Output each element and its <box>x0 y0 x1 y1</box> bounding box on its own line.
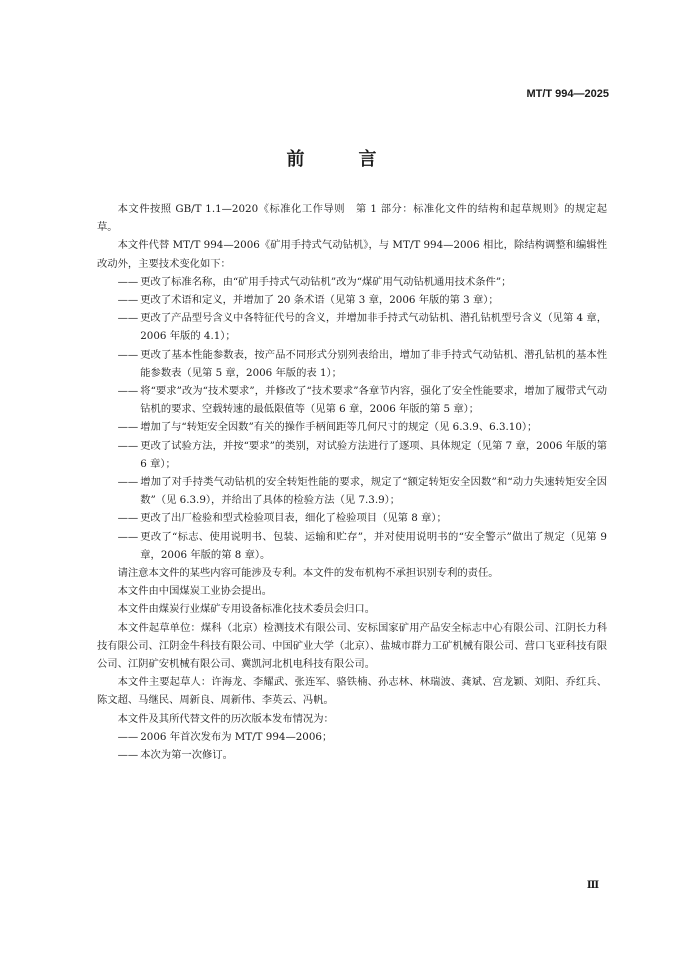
dash-marker: —— <box>117 348 139 361</box>
page-title: 前 言 <box>286 149 395 170</box>
history-text: 2006 年首次发布为 MT/T 994—2006； <box>140 730 333 743</box>
paragraph: 本文件主要起草人：许海龙、李耀武、张连军、骆铁楠、孙志林、林瑞波、龚斌、宫龙颖、刘阳、乔红兵、陈文超、马继民、周新良、周新伟、李英云、冯帆。 <box>97 676 607 707</box>
dash-marker: —— <box>117 512 139 525</box>
change-text: 将“要求”改为“技术要求”，并修改了“技术要求”各章节内容，强化了安全性能要求，增加了履带式气动钻机的要求、空载转速的最低限值等（见第 6 章，2006 年版的第 5 章）； <box>140 385 607 416</box>
history-text: 本次为第一次修订。 <box>140 749 233 762</box>
dash-marker: —— <box>117 385 139 398</box>
dash-marker: —— <box>117 421 139 434</box>
dash-marker: —— <box>117 312 139 325</box>
change-list-item <box>97 473 607 509</box>
history-list-item <box>97 728 607 746</box>
dash-marker: —— <box>117 730 139 743</box>
paragraph: 本文件按照 GB/T 1.1—2020《标准化工作导则 第 1 部分：标准化文件的结构和起草规则》的规定起草。 <box>97 203 607 234</box>
change-text: 增加了与“转矩安全因数”有关的操作手柄间距等几何尺寸的规定（见 6.3.9、6.3.10）； <box>140 421 538 434</box>
change-text: 增加了对手持类气动钻机的安全转矩性能的要求，规定了“额定转矩安全因数”和“动力失速转矩安全因数”（见 6.3.9），并给出了具体的检验方法（见 7.3.9）； <box>140 476 607 507</box>
paragraph: 本文件由煤炭行业煤矿专用设备标准化技术委员会归口。 <box>117 603 376 616</box>
paragraph: 本文件由中国煤炭工业协会提出。 <box>117 585 273 598</box>
change-list-item <box>97 346 607 382</box>
document-code: MT/T 994—2025 <box>526 88 609 100</box>
change-list-item <box>97 291 607 309</box>
change-text: 更改了“标志、使用说明书、包装、运输和贮存”，并对使用说明书的“安全警示”做出了规定（见第 9 章，2006 年版的第 8 章）。 <box>140 530 607 561</box>
dash-marker: —— <box>117 439 139 452</box>
change-list-item <box>97 509 607 527</box>
paragraph: 请注意本文件的某些内容可能涉及专利。本文件的发布机构不承担识别专利的责任。 <box>117 567 499 580</box>
change-list-item <box>97 437 607 473</box>
paragraph: 本文件及其所代替文件的历次版本发布情况为： <box>117 712 334 725</box>
dash-marker: —— <box>117 275 139 288</box>
change-text: 更改了出厂检验和型式检验项目表，细化了检验项目（见第 8 章）； <box>140 512 447 525</box>
dash-marker: —— <box>117 749 139 762</box>
change-text: 更改了产品型号含义中各特征代号的含义，并增加非手持式气动钻机、潜孔钻机型号含义（见第 4 章，2006 年版的 4.1）； <box>140 312 607 343</box>
change-list-item <box>97 382 607 418</box>
history-list-item <box>97 746 607 764</box>
change-text: 更改了标准名称，由“矿用手持式气动钻机”改为“煤矿用气动钻机通用技术条件”； <box>140 275 512 288</box>
change-list-item <box>97 273 607 291</box>
change-text: 更改了试验方法，并按“要求”的类别，对试验方法进行了逐项、具体规定（见第 7 章，2006 年版的第 6 章）； <box>140 439 607 470</box>
change-list-item <box>97 418 607 436</box>
foreword-body <box>97 200 607 764</box>
dash-marker: —— <box>117 476 139 489</box>
dash-marker: —— <box>117 294 139 307</box>
paragraph: 本文件起草单位：煤科（北京）检测技术有限公司、安标国家矿用产品安全标志中心有限公司、江阴长力科技有限公司、江阴金牛科技有限公司、中国矿业大学（北京）、盐城市群力工矿机械有限公司、营口飞亚科技有限公司、江阴矿安机械有限公司、冀凯河北机电科技有限公司。 <box>97 621 607 671</box>
change-text: 更改了术语和定义，并增加了 20 条术语（见第 3 章，2006 年版的第 3 章）； <box>140 294 499 307</box>
dash-marker: —— <box>117 530 139 543</box>
change-text: 更改了基本性能参数表，按产品不同形式分别列表给出，增加了非手持式气动钻机、潜孔钻机的基本性能参数表（见第 5 章，2006 年版的表 1）； <box>140 348 607 379</box>
page-number: Ⅲ <box>586 880 599 891</box>
paragraph: 本文件代替 MT/T 994—2006《矿用手持式气动钻机》，与 MT/T 994—2006 相比，除结构调整和编辑性改动外，主要技术变化如下： <box>97 239 607 270</box>
change-list-item <box>97 309 607 345</box>
change-list-item <box>97 528 607 564</box>
